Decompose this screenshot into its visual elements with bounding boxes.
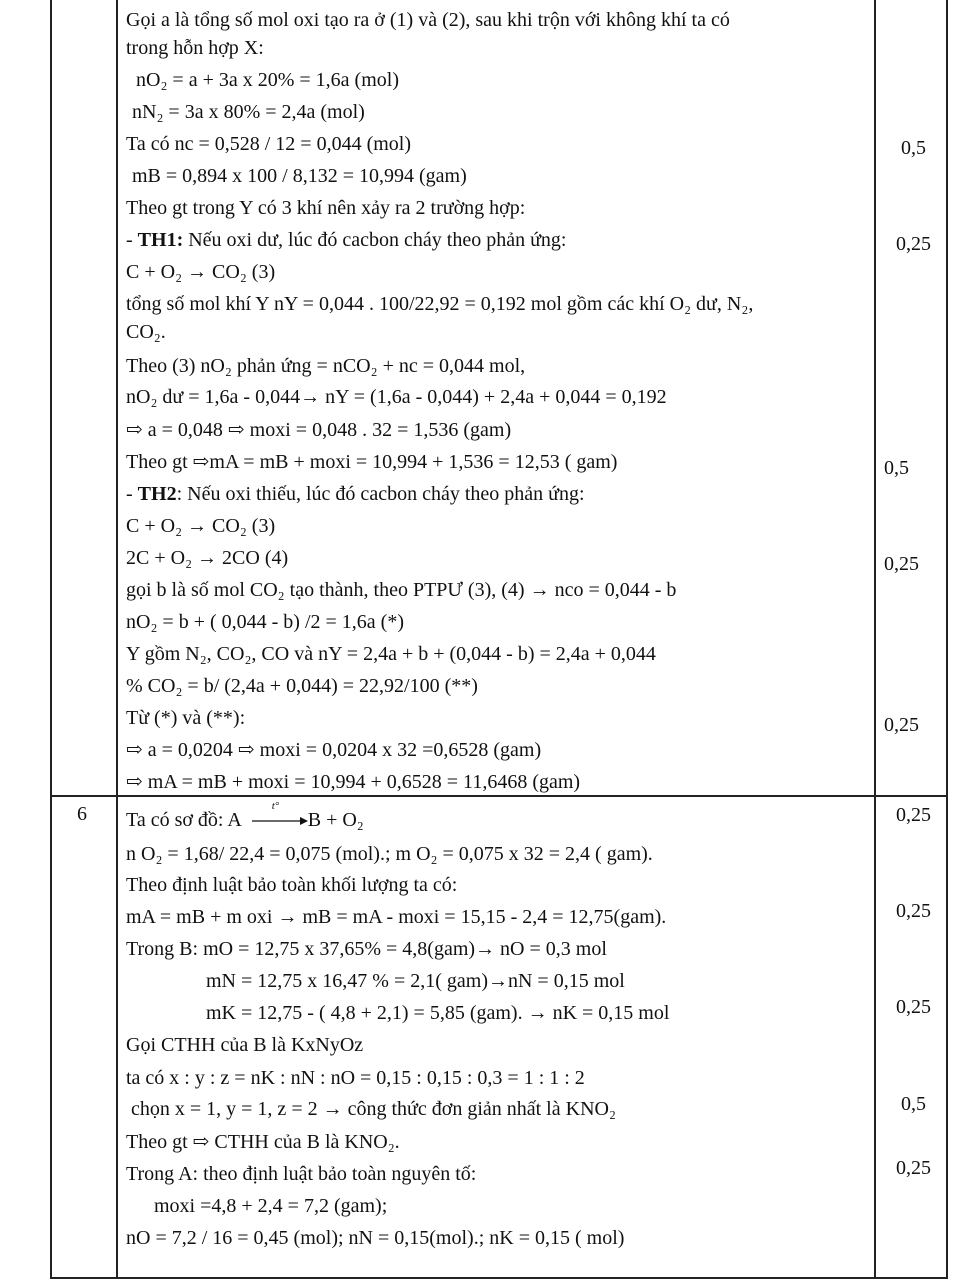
heat-arrow bbox=[246, 800, 308, 832]
solution-line: Y gồm N₂, CO₂, CO và nY = 2,4a + b + (0,044 - b) = 2,4a + 0,044 bbox=[126, 643, 656, 665]
solution-line: Theo gt trong Y có 3 khí nên xảy ra 2 trường hợp: bbox=[126, 197, 526, 219]
heat-label: t° bbox=[271, 800, 280, 812]
table-left-border bbox=[50, 0, 52, 1279]
solution-line: 2C + O₂ → 2CO (4) bbox=[126, 547, 289, 569]
solution-line: nO = 7,2 / 16 = 0,45 (mol); nN = 0,15(mol).; nK = 0,15 ( mol) bbox=[126, 1227, 625, 1249]
table-column-divider-1 bbox=[116, 0, 118, 1279]
solution-line: Gọi CTHH của B là KxNyOz bbox=[126, 1034, 364, 1056]
solution-line: C + O₂ → CO₂ (3) bbox=[126, 261, 276, 283]
solution-line: nO₂ = b + ( 0,044 - b) /2 = 1,6a (*) bbox=[126, 611, 404, 633]
case-1-text: Nếu oxi dư, lúc đó cacbon cháy theo phản ứng: bbox=[183, 229, 567, 251]
scheme-reactant: Ta có sơ đồ: A bbox=[126, 809, 241, 831]
solution-line: gọi b là số mol CO₂ tạo thành, theo PTPƯ (3), (4) → nco = 0,044 - b bbox=[126, 579, 677, 601]
row-separator bbox=[50, 795, 947, 797]
solution-line: Gọi a là tổng số mol oxi tạo ra ở (1) và (2), sau khi trộn với không khí ta có bbox=[126, 9, 730, 31]
question-number: 6 bbox=[77, 803, 87, 825]
score-cell: 0,5 bbox=[901, 137, 926, 159]
solution-line: % CO₂ = b/ (2,4a + 0,044) = 22,92/100 (**) bbox=[126, 675, 478, 697]
score-cell: 0,25 bbox=[896, 233, 931, 255]
solution-line: chọn x = 1, y = 1, z = 2 → công thức đơn giản nhất là KNO₂ bbox=[131, 1098, 616, 1120]
solution-line: Ta có nc = 0,528 / 12 = 0,044 (mol) bbox=[126, 133, 411, 155]
solution-line: mK = 12,75 - ( 4,8 + 2,1) = 5,85 (gam). → nK = 0,15 mol bbox=[206, 1002, 670, 1024]
scheme-products: B + O₂ bbox=[307, 809, 364, 831]
table-bottom-border bbox=[50, 1277, 947, 1279]
solution-line: Theo định luật bảo toàn khối lượng ta có: bbox=[126, 874, 458, 896]
reaction-scheme-line bbox=[126, 800, 364, 832]
solution-line: mN = 12,75 x 16,47 % = 2,1( gam)→nN = 0,15 mol bbox=[206, 970, 625, 992]
score-cell: 0,25 bbox=[896, 900, 931, 922]
solution-line: Trong B: mO = 12,75 x 37,65% = 4,8(gam)→ nO = 0,3 mol bbox=[126, 938, 607, 960]
table-column-divider-2 bbox=[874, 0, 876, 1279]
solution-line: mA = mB + m oxi → mB = mA - moxi = 15,15 - 2,4 = 12,75(gam). bbox=[126, 906, 667, 928]
solution-line: moxi =4,8 + 2,4 = 7,2 (gam); bbox=[154, 1195, 388, 1217]
solution-line: ⇨ a = 0,0204 ⇨ moxi = 0,0204 x 32 =0,6528 (gam) bbox=[126, 739, 542, 761]
solution-line: n O₂ = 1,68/ 22,4 = 0,075 (mol).; m O₂ = 0,075 x 32 = 2,4 ( gam). bbox=[126, 843, 653, 865]
solution-line: nO₂ dư = 1,6a - 0,044→ nY = (1,6a - 0,044) + 2,4a + 0,044 = 0,192 bbox=[126, 386, 667, 408]
solution-line: Trong A: theo định luật bảo toàn nguyên tố: bbox=[126, 1163, 477, 1185]
solution-line: ⇨ mA = mB + moxi = 10,994 + 0,6528 = 11,6468 (gam) bbox=[126, 771, 581, 793]
score-cell: 0,25 bbox=[896, 1157, 931, 1179]
case-2-text: : Nếu oxi thiếu, lúc đó cacbon cháy theo phản ứng: bbox=[176, 483, 585, 505]
solution-line: ta có x : y : z = nK : nN : nO = 0,15 : 0,15 : 0,3 = 1 : 1 : 2 bbox=[126, 1067, 585, 1089]
score-cell: 0,5 bbox=[901, 1093, 926, 1115]
solution-line: nN₂ = 3a x 80% = 2,4a (mol) bbox=[132, 101, 365, 123]
solution-line: trong hỗn hợp X: bbox=[126, 37, 264, 59]
solution-line: ⇨ a = 0,048 ⇨ moxi = 0,048 . 32 = 1,536 (gam) bbox=[126, 419, 512, 441]
score-cell: 0,25 bbox=[896, 996, 931, 1018]
solution-line: C + O₂ → CO₂ (3) bbox=[126, 515, 276, 537]
score-cell: 0,25 bbox=[884, 714, 919, 736]
solution-line: nO₂ = a + 3a x 20% = 1,6a (mol) bbox=[136, 69, 399, 91]
solution-line: tổng số mol khí Y nY = 0,044 . 100/22,92 = 0,192 mol gồm các khí O₂ dư, N₂, bbox=[126, 293, 754, 315]
score-cell: 0,25 bbox=[884, 553, 919, 575]
solution-line: Theo gt ⇨ CTHH của B là KNO₂. bbox=[126, 1131, 400, 1153]
solution-line: Theo (3) nO₂ phản ứng = nCO₂ + nc = 0,044 mol, bbox=[126, 355, 526, 377]
case-1-label: TH1: bbox=[137, 229, 184, 251]
case-1-line: - TH1: Nếu oxi dư, lúc đó cacbon cháy theo phản ứng: bbox=[126, 229, 567, 251]
solution-line: Theo gt ⇨mA = mB + moxi = 10,994 + 1,536 = 12,53 ( gam) bbox=[126, 451, 618, 473]
case-2-line: - TH2: Nếu oxi thiếu, lúc đó cacbon cháy theo phản ứng: bbox=[126, 483, 585, 505]
score-cell: 0,5 bbox=[884, 457, 909, 479]
solution-line: mB = 0,894 x 100 / 8,132 = 10,994 (gam) bbox=[132, 165, 467, 187]
solution-line: Từ (*) và (**): bbox=[126, 707, 246, 729]
score-cell: 0,25 bbox=[896, 804, 931, 826]
table-right-border bbox=[946, 0, 948, 1279]
case-2-label: TH2 bbox=[137, 483, 177, 505]
solution-line: CO₂. bbox=[126, 321, 166, 343]
